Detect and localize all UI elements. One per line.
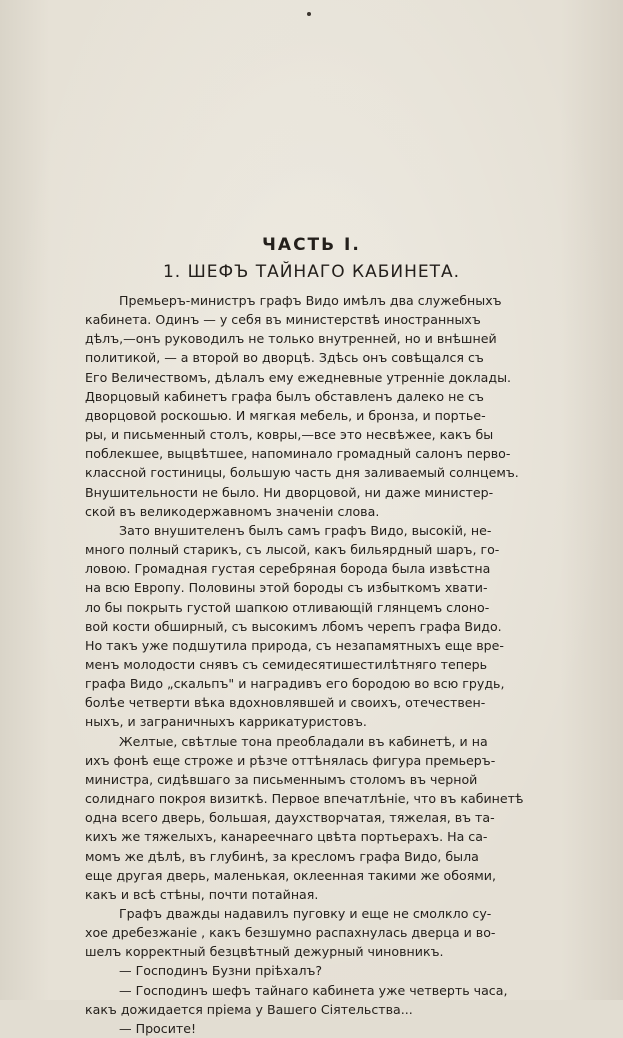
text-line: Но такъ уже подшутила природа, съ незапамятныхъ еще вре-: [85, 637, 504, 653]
text-line: солиднаго покроя визиткѣ. Первое впечатлѣніе, что въ кабинетѣ: [85, 791, 524, 807]
page-mark: [307, 12, 311, 16]
text-line: какъ и всѣ стѣны, почти потайная.: [85, 886, 319, 902]
text-line: дѣлъ,—онъ руководилъ не только внутренней, но и внѣшней: [85, 331, 497, 347]
text-line: Графъ дважды надавилъ пуговку и еще не смолкло су-: [119, 906, 492, 921]
text-line: графа Видо „скальпъ" и наградивъ его бородою во всю грудь,: [85, 676, 505, 692]
text-line: шелъ корректный безцвѣтный дежурный чиновникъ.: [85, 944, 444, 960]
text-line: поблекшее, выцвѣтшее, напоминало громадный салонъ перво-: [85, 446, 511, 462]
text-line: ловою. Громадная густая серебряная борода была извѣстна: [85, 561, 491, 577]
text-line: ры, и письменный столъ, ковры,—все это несвѣжее, какъ бы: [85, 427, 494, 443]
text-line: вой кости обширный, съ высокимъ лбомъ черепъ графа Видо.: [85, 618, 502, 634]
text-line: какъ дожидается пріема у Вашего Сіятельства...: [85, 1001, 413, 1017]
chapter-title: 1. ШЕФЪ ТАЙНАГО КАБИНЕТА.: [162, 262, 461, 282]
text-line: министра, сидѣвшаго за письменнымъ столомъ въ черной: [85, 771, 478, 787]
text-line: политикой, — а второй во дворцѣ. Здѣсь онъ совѣщался съ: [85, 350, 484, 366]
text-line: одна всего дверь, большая, даухстворчатая, тяжелая, въ та-: [85, 810, 495, 826]
text-line: ныхъ, и заграничныхъ каррикатуристовъ.: [85, 714, 367, 730]
part-title: ЧАСТЬ I.: [262, 235, 361, 255]
text-line: кихъ же тяжелыхъ, канареечнаго цвѣта портьерахъ. На са-: [85, 829, 488, 845]
body-text: [85, 291, 547, 1038]
text-line: классной гостиницы, большую часть дня заливаемый солнцемъ.: [85, 465, 519, 481]
text-line: ло бы покрыть густой шапкою отливающій глянцемъ слоно-: [85, 599, 490, 615]
text-line: болѣе четверти вѣка вдохновлявшей и своихъ, отечествен-: [85, 695, 486, 711]
text-line: хое дребезжаніе , какъ безшумно распахнулась дверца и во-: [85, 925, 496, 941]
text-line: дворцовой роскошью. И мягкая мебель, и бронза, и портье-: [85, 407, 486, 423]
text-line: — Просите!: [119, 1020, 197, 1036]
text-line: ской въ великодержавномъ значеніи слова.: [85, 503, 380, 519]
text-line: на всю Европу. Половины этой бороды съ избыткомъ хвати-: [85, 580, 488, 596]
text-line: момъ же дѣлѣ, въ глубинѣ, за кресломъ графа Видо, была: [85, 848, 479, 864]
text-line: менъ молодости снявъ съ семидесятишестилѣтняго теперь: [85, 656, 488, 672]
text-line: еще другая дверь, маленькая, оклеенная такими же обоями,: [85, 867, 497, 883]
text-line: Зато внушителенъ былъ самъ графъ Видо, высокій, не-: [119, 522, 492, 538]
text-line: ихъ фонѣ еще строже и рѣзче оттѣнялась фигура премьеръ-: [85, 752, 496, 768]
text-line: Его Величествомъ, дѣлалъ ему ежедневные утренніе доклады.: [85, 369, 512, 385]
text-line: Внушительности не было. Ни дворцовой, ни даже министер-: [85, 484, 494, 500]
text-line: кабинета. Одинъ — у себя въ министерствѣ иностранныхъ: [85, 312, 481, 328]
text-line: Дворцовый кабинетъ графа былъ обставленъ далеко не съ: [85, 388, 484, 404]
text-line: много полный старикъ, съ лысой, какъ бильярдный шаръ, го-: [85, 542, 500, 558]
text-line: — Господинъ Бузни пріѣхалъ?: [119, 963, 323, 979]
text-line: Премьеръ-министръ графъ Видо имѣлъ два служебныхъ: [119, 293, 502, 308]
text-line: — Господинъ шефъ тайнаго кабинета уже четверть часа,: [119, 982, 508, 998]
text-line: Желтые, свѣтлые тона преобладали въ кабинетѣ, и на: [119, 733, 488, 749]
